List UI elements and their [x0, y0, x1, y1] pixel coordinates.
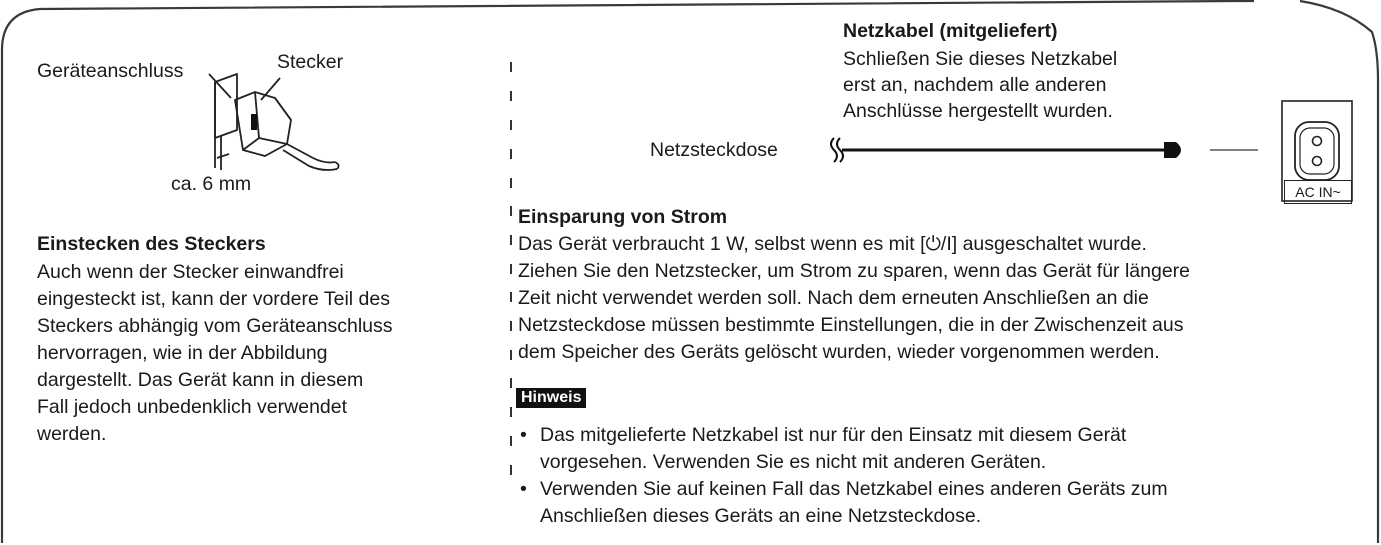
cable-note-line: erst an, nachdem alle anderen [843, 74, 1107, 96]
paragraph-line: eingesteckt ist, kann der vordere Teil des [37, 288, 390, 310]
plug-illustration [195, 70, 355, 180]
list-item-line: vorgesehen. Verwenden Sie es nicht mit anderen Geräten. [540, 451, 1047, 473]
ac-in-label: AC IN~ [1284, 180, 1352, 204]
cable-note-line: Schließen Sie dieses Netzkabel [843, 48, 1118, 70]
note-badge: Hinweis [516, 388, 586, 408]
connector-leader-line [1210, 148, 1260, 154]
paragraph-line: Auch wenn der Stecker einwandfrei [37, 261, 344, 283]
cable-note-line: Anschlüsse hergestellt wurden. [843, 100, 1113, 122]
right-heading: Einsparung von Strom [518, 206, 728, 228]
paragraph-line: dargestellt. Das Gerät kann in diesem [37, 369, 364, 391]
bullet-icon: • [520, 478, 527, 500]
label-plug: Stecker [277, 51, 344, 73]
left-heading: Einstecken des Steckers [37, 233, 266, 255]
paragraph-line: Netzsteckdose müssen bestimmte Einstellungen, die in der Zwischenzeit aus [518, 314, 1184, 336]
right-paragraph [518, 231, 1190, 366]
paragraph-line: hervorragen, wie in der Abbildung [37, 342, 328, 364]
list-item-line: Anschließen dieses Geräts an eine Netzsteckdose. [540, 505, 982, 527]
paragraph-line: werden. [37, 423, 107, 445]
list-item-line: Das mitgelieferte Netzkabel ist nur für den Einsatz mit diesem Gerät [540, 424, 1127, 446]
paragraph-line: Das Gerät verbraucht 1 W, selbst wenn es mit [⏻/I] ausgeschaltet wurde. [518, 233, 1147, 255]
paragraph-line: Fall jedoch unbedenklich verwendet [37, 396, 348, 418]
list-item [518, 422, 1168, 476]
paragraph-line: Steckers abhängig vom Geräteanschluss [37, 315, 393, 337]
cable-note [843, 46, 1117, 124]
list-item [518, 476, 1168, 530]
label-device-port: Geräteanschluss [37, 60, 184, 82]
paragraph-line: Zeit nicht verwendet werden soll. Nach dem erneuten Anschließen an die [518, 287, 1149, 309]
paragraph-line: Ziehen Sie den Netzstecker, um Strom zu sparen, wenn das Gerät für längere [518, 260, 1191, 282]
paragraph-line: dem Speicher des Geräts gelöscht wurden, wieder vorgenommen werden. [518, 341, 1160, 363]
power-cable-diagram [820, 120, 1210, 180]
cable-title: Netzkabel (mitgeliefert) [843, 20, 1058, 42]
label-distance: ca. 6 mm [171, 173, 252, 195]
left-paragraph [37, 259, 393, 448]
list-item-line: Verwenden Sie auf keinen Fall das Netzkabel eines anderen Geräts zum [540, 478, 1168, 500]
label-outlet: Netzsteckdose [650, 139, 778, 161]
note-list [518, 422, 1168, 530]
bullet-icon: • [520, 424, 527, 446]
